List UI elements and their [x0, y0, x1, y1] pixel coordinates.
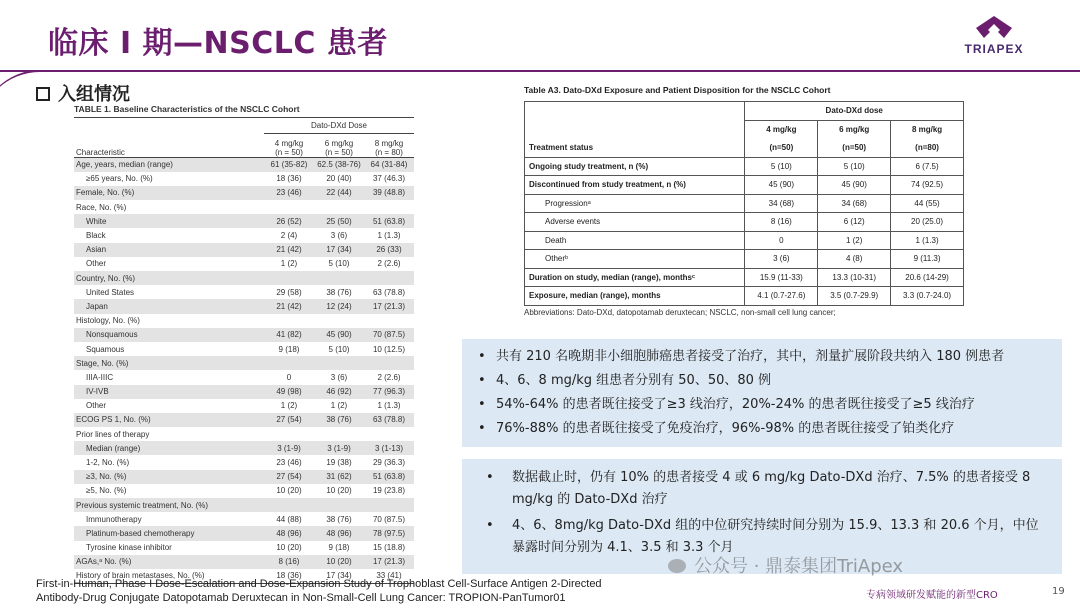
baseline-table-row [74, 243, 414, 257]
disposition-cell: 0 [745, 231, 818, 250]
baseline-cell: 3 (1-9) [314, 441, 364, 455]
a3-col-head [745, 120, 818, 139]
disposition-cell: 1 (1.3) [891, 231, 964, 250]
summary-box-enrollment [462, 339, 1062, 447]
baseline-row-label: Japan [74, 299, 264, 313]
baseline-cell: 12 (24) [314, 299, 364, 313]
disposition-cell: 6 (7.5) [891, 157, 964, 176]
baseline-row-label: ≥3, No. (%) [74, 470, 264, 484]
baseline-cell: 10 (20) [276, 486, 302, 496]
summary-bullet: • 共有 210 名晚期非小细胞肺癌患者接受了治疗，其中，剂量扩展阶段共纳入 180 例患者 [478, 345, 1046, 369]
baseline-cell [364, 200, 414, 214]
baseline-cell: 10 (20) [276, 543, 302, 553]
baseline-cell: 48 (96) [264, 526, 314, 540]
baseline-row-label: Black [86, 231, 106, 241]
baseline-row-label: Histology, No. (%) [76, 316, 140, 326]
section-heading [36, 80, 130, 106]
summary-bullet: • 4、6、8mg/kg Dato-DXd 组的中位研究持续时间分别为 15.9、13.3 和 20.6 个月，中位暴露时间分别为 4.1、3.5 和 3.3 个月 [478, 515, 1046, 559]
baseline-table-row [74, 470, 414, 484]
disposition-table-grid [524, 101, 964, 306]
baseline-cell [314, 427, 364, 441]
baseline-cell: 31 (62) [314, 470, 364, 484]
baseline-cell: 3 (6) [330, 231, 348, 241]
baseline-table-row [74, 158, 414, 172]
baseline-cell: 39 (48.8) [364, 186, 414, 200]
baseline-table-row [74, 427, 414, 441]
disposition-row-label: Discontinued from study treatment, n (%) [525, 176, 745, 195]
baseline-cell: 38 (76) [326, 287, 352, 297]
baseline-cell [364, 356, 414, 370]
citation [36, 577, 756, 605]
disposition-row-label: Ongoing study treatment, n (%) [525, 157, 745, 176]
baseline-row-label: Immunotherapy [86, 514, 142, 524]
baseline-cell: 38 (76) [326, 514, 352, 524]
baseline-cell: 29 (36.3) [372, 458, 406, 468]
baseline-cell: 5 (10) [328, 344, 350, 354]
watermark [668, 552, 903, 578]
summary-bullet: • 4、6、8 mg/kg 组患者分别有 50、50、80 例 [478, 369, 1046, 393]
disposition-row-label: Otherᵇ [525, 250, 745, 269]
baseline-cell: 9 (18) [328, 543, 350, 553]
baseline-table-row [74, 214, 414, 228]
baseline-cell: 21 (42) [264, 299, 314, 313]
baseline-cell: 46 (92) [314, 385, 364, 399]
baseline-cell: 61 (35-82) [264, 158, 314, 172]
baseline-row-label: 1-2, No. (%) [86, 458, 130, 468]
baseline-col-head-line: 6 mg/kg [324, 139, 354, 148]
disposition-cell: 34 (68) [818, 194, 891, 213]
baseline-table-row [74, 356, 414, 370]
baseline-row-label: Race, No. (%) [76, 202, 127, 212]
baseline-cell: 9 (18) [278, 344, 300, 354]
a3-col-dose: 6 mg/kg [839, 125, 870, 134]
a3-col-head [891, 120, 964, 139]
baseline-cell: 3 (1-13) [364, 441, 414, 455]
baseline-table-row [74, 314, 414, 328]
baseline-col-head [264, 134, 314, 158]
triapex-logo-icon [974, 14, 1014, 40]
disposition-table [524, 85, 964, 317]
baseline-cell: 23 (46) [264, 186, 314, 200]
baseline-cell: 27 (54) [264, 470, 314, 484]
baseline-row-label: IIIA-IIIC [86, 372, 114, 382]
baseline-cell: 44 (88) [276, 514, 302, 524]
baseline-cell: 37 (46.3) [372, 174, 406, 184]
triapex-logo [954, 14, 1034, 56]
baseline-cell: 1 (2) [330, 401, 348, 411]
disposition-table-row [525, 287, 964, 306]
baseline-cell: 3 (6) [330, 372, 348, 382]
a3-col-n: (n=50) [818, 139, 891, 158]
baseline-cell: 17 (21.3) [364, 555, 414, 569]
disposition-table-row [525, 231, 964, 250]
baseline-cell [264, 271, 314, 285]
baseline-table-grid [74, 117, 414, 584]
baseline-cell: 3 (1-9) [264, 441, 314, 455]
baseline-cell: 19 (38) [326, 458, 352, 468]
a3-col-dose: 8 mg/kg [911, 125, 943, 134]
baseline-table-row [74, 257, 414, 271]
baseline-table-row [74, 399, 414, 413]
disposition-cell: 5 (10) [818, 157, 891, 176]
disposition-cell: 13.3 (10-31) [818, 268, 891, 287]
disposition-dose-header: Dato-DXd dose [745, 102, 964, 121]
baseline-cell: 10 (20) [314, 555, 364, 569]
slide-title: 临床 I 期—NSCLC 患者 [48, 26, 388, 61]
disposition-table-row [525, 157, 964, 176]
baseline-cell [364, 427, 414, 441]
baseline-cell: 8 (16) [264, 555, 314, 569]
baseline-cell: 51 (63.8) [364, 470, 414, 484]
baseline-cell: 38 (76) [314, 413, 364, 427]
baseline-cell: 22 (44) [314, 186, 364, 200]
baseline-cell: 15 (18.8) [372, 543, 406, 553]
baseline-col-head-line: (n = 50) [275, 148, 303, 157]
baseline-row-label: Squamous [86, 344, 125, 354]
baseline-table-row [74, 370, 414, 384]
disposition-cell: 4.1 (0.7-27.6) [745, 287, 818, 306]
disposition-cell: 45 (90) [818, 176, 891, 195]
baseline-cell: 18 (36) [276, 174, 302, 184]
baseline-col-head [364, 134, 414, 158]
baseline-cell: 78 (97.5) [364, 526, 414, 540]
baseline-col-head-line: 4 mg/kg [274, 139, 304, 148]
citation-line-2: Antibody-Drug Conjugate Datopotamab Deruxtecan in Non-Small-Cell Lung Cancer: TROPION-PanTumor01 [36, 592, 566, 604]
disposition-cell: 45 (90) [745, 176, 818, 195]
disposition-row-label: Duration on study, median (range), monthsᶜ [525, 268, 745, 287]
disposition-row-label: Progressionᵃ [525, 194, 745, 213]
baseline-cell: 70 (87.5) [372, 514, 406, 524]
baseline-cell: 49 (98) [264, 385, 314, 399]
baseline-dose-header: Dato-DXd Dose [264, 118, 414, 134]
disposition-cell: 44 (55) [891, 194, 964, 213]
baseline-cell: 33 (41) [364, 569, 414, 583]
disposition-cell: 15.9 (11-33) [745, 268, 818, 287]
baseline-cell: 77 (96.3) [364, 385, 414, 399]
baseline-table-row [74, 413, 414, 427]
disposition-table-row [525, 176, 964, 195]
disposition-table-row [525, 268, 964, 287]
baseline-row-label: Other [86, 401, 107, 411]
baseline-cell: 48 (96) [314, 526, 364, 540]
disposition-cell: 20.6 (14-29) [891, 268, 964, 287]
baseline-cell: 63 (78.8) [372, 287, 406, 297]
baseline-row-label: Nonsquamous [74, 328, 264, 342]
baseline-cell [264, 314, 314, 328]
disposition-cell: 8 (16) [745, 213, 818, 232]
baseline-cell: 17 (21.3) [364, 299, 414, 313]
disposition-cell: 6 (12) [818, 213, 891, 232]
baseline-table-row [74, 271, 414, 285]
baseline-cell [364, 314, 414, 328]
baseline-cell: 26 (52) [264, 214, 314, 228]
checkbox-square-icon [36, 87, 50, 101]
disposition-cell: 3 (6) [745, 250, 818, 269]
baseline-cell [314, 356, 364, 370]
a3-col-n: (n=80) [891, 139, 964, 158]
disposition-row-label: Exposure, median (range), months [525, 287, 745, 306]
baseline-row-label: Prior lines of therapy [76, 429, 150, 439]
baseline-row-label: IV-IVB [74, 385, 264, 399]
baseline-col-head-line: (n = 80) [375, 148, 403, 157]
baseline-row-label: Age, years, median (range) [74, 158, 264, 172]
baseline-table-row [74, 285, 414, 299]
a3-col-dose: 4 mg/kg [766, 125, 797, 134]
disposition-cell: 1 (2) [818, 231, 891, 250]
logo-text: TRIAPEX [964, 42, 1024, 56]
baseline-cell [314, 271, 364, 285]
baseline-table-row [74, 498, 414, 512]
baseline-cell [314, 200, 364, 214]
baseline-cell: 70 (87.5) [364, 328, 414, 342]
baseline-cell [364, 271, 414, 285]
a3-col-head [818, 120, 891, 139]
baseline-table-row [74, 299, 414, 313]
treatment-status-label: Treatment status [525, 139, 745, 158]
disposition-row-label: Death [525, 231, 745, 250]
header-divider [0, 70, 1080, 72]
baseline-row-label: United States [86, 287, 135, 297]
baseline-cell: 17 (34) [314, 569, 364, 583]
baseline-col-head-line: 8 mg/kg [374, 139, 404, 148]
baseline-table-row [74, 441, 414, 455]
baseline-cell: 51 (63.8) [364, 214, 414, 228]
header-blank [74, 118, 264, 134]
disposition-row-label: Adverse events [525, 213, 745, 232]
baseline-col-head [314, 134, 364, 158]
baseline-table [74, 104, 414, 584]
summary-bullet: • 76%-88% 的患者既往接受了免疫治疗，96%-98% 的患者既往接受了铂类化疗 [478, 417, 1046, 441]
baseline-cell [314, 498, 364, 512]
baseline-table-row [74, 526, 414, 540]
baseline-cell [314, 314, 364, 328]
baseline-table-row [74, 385, 414, 399]
baseline-table-row [74, 484, 414, 498]
baseline-row-label: Female, No. (%) [74, 186, 264, 200]
baseline-cell: 20 (40) [326, 174, 352, 184]
baseline-row-label: ≥65 years, No. (%) [86, 174, 153, 184]
baseline-row-label: White [74, 214, 264, 228]
summary-bullet: • 数据截止时，仍有 10% 的患者接受 4 或 6 mg/kg Dato-DXd 治疗、7.5% 的患者接受 8 mg/kg 的 Dato-DXd 治疗 [478, 467, 1046, 511]
baseline-cell: 17 (34) [314, 243, 364, 257]
baseline-table-row [74, 200, 414, 214]
baseline-cell: 25 (50) [314, 214, 364, 228]
baseline-cell: 10 (12.5) [372, 344, 406, 354]
baseline-row-label: History of brain metastases, No. (%) [74, 569, 264, 583]
baseline-col-characteristic: Characteristic [74, 134, 264, 158]
baseline-col-head-line: (n = 50) [325, 148, 353, 157]
disposition-cell: 34 (68) [745, 194, 818, 213]
baseline-cell: 1 (1.3) [377, 231, 401, 241]
baseline-cell: 21 (42) [264, 243, 314, 257]
baseline-table-row [74, 541, 414, 555]
baseline-cell: 10 (20) [326, 486, 352, 496]
baseline-cell: 19 (23.8) [372, 486, 406, 496]
disposition-cell: 3.3 (0.7-24.0) [891, 287, 964, 306]
baseline-cell: 1 (1.3) [377, 401, 401, 411]
baseline-cell [264, 200, 314, 214]
disposition-table-row [525, 194, 964, 213]
disposition-table-row [525, 213, 964, 232]
baseline-cell: 5 (10) [328, 259, 350, 269]
disposition-cell: 74 (92.5) [891, 176, 964, 195]
baseline-cell: 1 (2) [280, 259, 298, 269]
baseline-cell: 64 (31-84) [364, 158, 414, 172]
disposition-cell: 20 (25.0) [891, 213, 964, 232]
baseline-row-label: Country, No. (%) [74, 271, 264, 285]
baseline-row-label: Median (range) [74, 441, 264, 455]
a3-blank [525, 102, 745, 139]
baseline-cell: 62.5 (38-76) [314, 158, 364, 172]
watermark-text: 公众号 · 鼎泰集团TriApex [694, 556, 904, 577]
baseline-cell: 0 [286, 372, 292, 382]
baseline-cell [264, 356, 314, 370]
baseline-cell: 26 (33) [364, 243, 414, 257]
baseline-row-label: Tyrosine kinase inhibitor [86, 543, 172, 553]
baseline-row-label: Previous systemic treatment, No. (%) [74, 498, 264, 512]
baseline-cell: 29 (58) [276, 287, 302, 297]
disposition-cell: 9 (11.3) [891, 250, 964, 269]
baseline-cell: 63 (78.8) [364, 413, 414, 427]
baseline-cell [364, 498, 414, 512]
disposition-table-row [525, 250, 964, 269]
baseline-cell: 18 (36) [264, 569, 314, 583]
baseline-cell: 27 (54) [264, 413, 314, 427]
disposition-cell: 5 (10) [745, 157, 818, 176]
baseline-table-row [74, 455, 414, 469]
baseline-table-row [74, 512, 414, 526]
disposition-table-title: Table A3. Dato-DXd Exposure and Patient Disposition for the NSCLC Cohort [524, 85, 831, 95]
disposition-abbreviations: Abbreviations: Dato-DXd, datopotamab deruxtecan; NSCLC, non-small cell lung cancer; [524, 307, 836, 317]
baseline-table-row [74, 328, 414, 342]
disposition-cell: 4 (8) [818, 250, 891, 269]
baseline-cell [264, 498, 314, 512]
baseline-table-row [74, 342, 414, 356]
baseline-row-label: AGAs,ᵃ No. (%) [74, 555, 264, 569]
baseline-cell: 45 (90) [314, 328, 364, 342]
baseline-cell: 2 (4) [280, 231, 298, 241]
baseline-row-label: Platinum-based chemotherapy [74, 526, 264, 540]
baseline-row-label: Other [86, 259, 107, 269]
baseline-table-row [74, 172, 414, 186]
summary-bullet: • 54%-64% 的患者既往接受了≥3 线治疗，20%-24% 的患者既往接受了≥5 线治疗 [478, 393, 1046, 417]
baseline-row-label: Stage, No. (%) [74, 356, 264, 370]
baseline-cell [264, 427, 314, 441]
a3-col-n: (n=50) [745, 139, 818, 158]
baseline-cell: 41 (82) [264, 328, 314, 342]
baseline-cell: 23 (46) [276, 458, 302, 468]
baseline-table-row [74, 228, 414, 242]
baseline-cell: 2 (2.6) [377, 259, 401, 269]
baseline-cell: 2 (2.6) [377, 372, 401, 382]
page-number: 19 [1052, 586, 1065, 597]
citation-line-1: First-in-Human, Phase I Dose-Escalation and Dose-Expansion Study of Trophoblast Cell-Surface Antigen 2-Directed [36, 578, 602, 590]
baseline-table-row [74, 555, 414, 569]
section-heading-text: 入组情况 [58, 84, 130, 105]
disposition-cell: 3.5 (0.7-29.9) [818, 287, 891, 306]
baseline-row-label: ≥5, No. (%) [86, 486, 127, 496]
baseline-table-title: TABLE 1. Baseline Characteristics of the NSCLC Cohort [74, 104, 300, 114]
footer-tagline: 专病领域研发赋能的新型CRO [866, 590, 998, 601]
baseline-row-label: Asian [74, 243, 264, 257]
wechat-icon [668, 559, 686, 573]
baseline-row-label: ECOG PS 1, No. (%) [74, 413, 264, 427]
baseline-cell: 1 (2) [280, 401, 298, 411]
baseline-table-row [74, 186, 414, 200]
